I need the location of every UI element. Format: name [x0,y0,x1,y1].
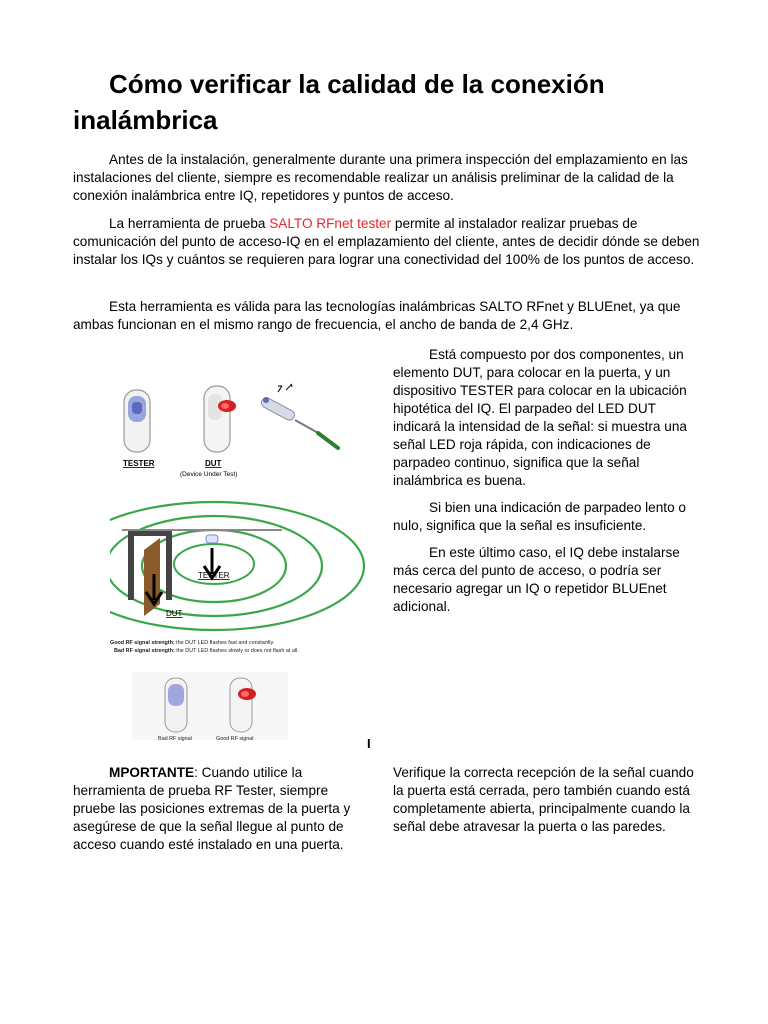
rf-tester-figure [110,378,380,750]
page-title: Cómo verificar la calidad de la conexión inalámbrica [73,69,605,135]
paragraph-intro: Antes de la instalación, generalmente durante una primera inspección del emplazamiento en las instalaciones del cliente, siempre es recomendable realizar un análisis preliminar de la calidad de la conexión inalámbrica entre IQ, repetidores y puntos de acceso. [73,152,688,203]
good-signal-device-image [230,678,256,732]
good-signal-text: the DUT LED flashes fast and constantly. [174,640,275,646]
screwdriver-image [260,384,338,448]
right-column-text [393,346,698,625]
dut-sublabel: (Device Under Test) [180,471,238,478]
paragraph-verify: Verifique la correcta recepción de la señal cuando la puerta está cerrada, pero también cuando está completamente abierta, principalmente cuando la señal debe atravesar la puerta o las paredes. [393,765,694,834]
paragraph-components: Está compuesto por dos componentes, un elemento DUT, para colocar en la puerta, y un dispositivo TESTER para colocar en la ubicación hipotética del IQ. El parpadeo del LED DUT indicará la intensidad de la señal: si muestra una señal LED roja rápida, con indicaciones de parpadeo continuo, significa que la señal inalámbrica es buena. [393,347,687,488]
good-signal-legend [110,640,274,646]
dut-label: DUT [205,459,222,468]
bad-signal-legend [114,648,299,654]
good-signal-label: Good RF signal strength: [110,640,175,646]
dut-label-2: DUT [166,609,183,618]
paragraph-important: MPORTANTE: Cuando utilice la herramienta de prueba RF Tester, siempre pruebe las posiciones extremas de la puerta y asegúrese de que la señal llegue al punto de acceso cuando esté instalado en una puerta. [73,765,351,852]
tester-device-image [124,390,150,452]
paragraph-last-case: En este último caso, el IQ debe instalarse más cerca del punto de acceso, o podría ser necesario agregar un IQ o repetidor BLUEnet adicional. [393,545,680,614]
bad-signal-text: the DUT LED flashes slowly or does not flash at all. [174,648,299,654]
bad-signal-device-image [165,678,187,732]
rf-tester-illustration [110,378,380,750]
stray-letter: I [367,736,371,751]
bad-signal-caption: Bad RF signal [158,736,192,742]
tester-label: TESTER [123,459,155,468]
paragraph-slow-flash: Si bien una indicación de parpadeo lento o nulo, significa que la señal es insuficiente. [393,500,686,533]
salto-rfnet-tester-link[interactable]: SALTO RFnet tester [269,216,392,231]
signal-photo-background [132,672,288,740]
dut-device-image [204,386,236,452]
door-diagram [110,502,364,630]
bad-signal-label: Bad RF signal strength: [114,648,175,654]
good-signal-caption: Good RF signal [216,736,254,742]
tester-label-2: TESTER [198,571,230,580]
paragraph-technologies: Esta herramienta es válida para las tecnologías inalámbricas SALTO RFnet y BLUEnet, ya que ambas funcionan en el mismo rango de frecuencia, el ancho de banda de 2,4 GHz. [73,299,681,332]
paragraph-tester: La herramienta de prueba SALTO RFnet tester permite al instalador realizar pruebas de comunicación del punto de acceso-IQ en el emplazamiento del cliente, antes de decidir dónde se deben instalar los IQs y cuántos se requieren para lograr una conectividad del 100% de los puntos de acceso. [73,216,700,267]
